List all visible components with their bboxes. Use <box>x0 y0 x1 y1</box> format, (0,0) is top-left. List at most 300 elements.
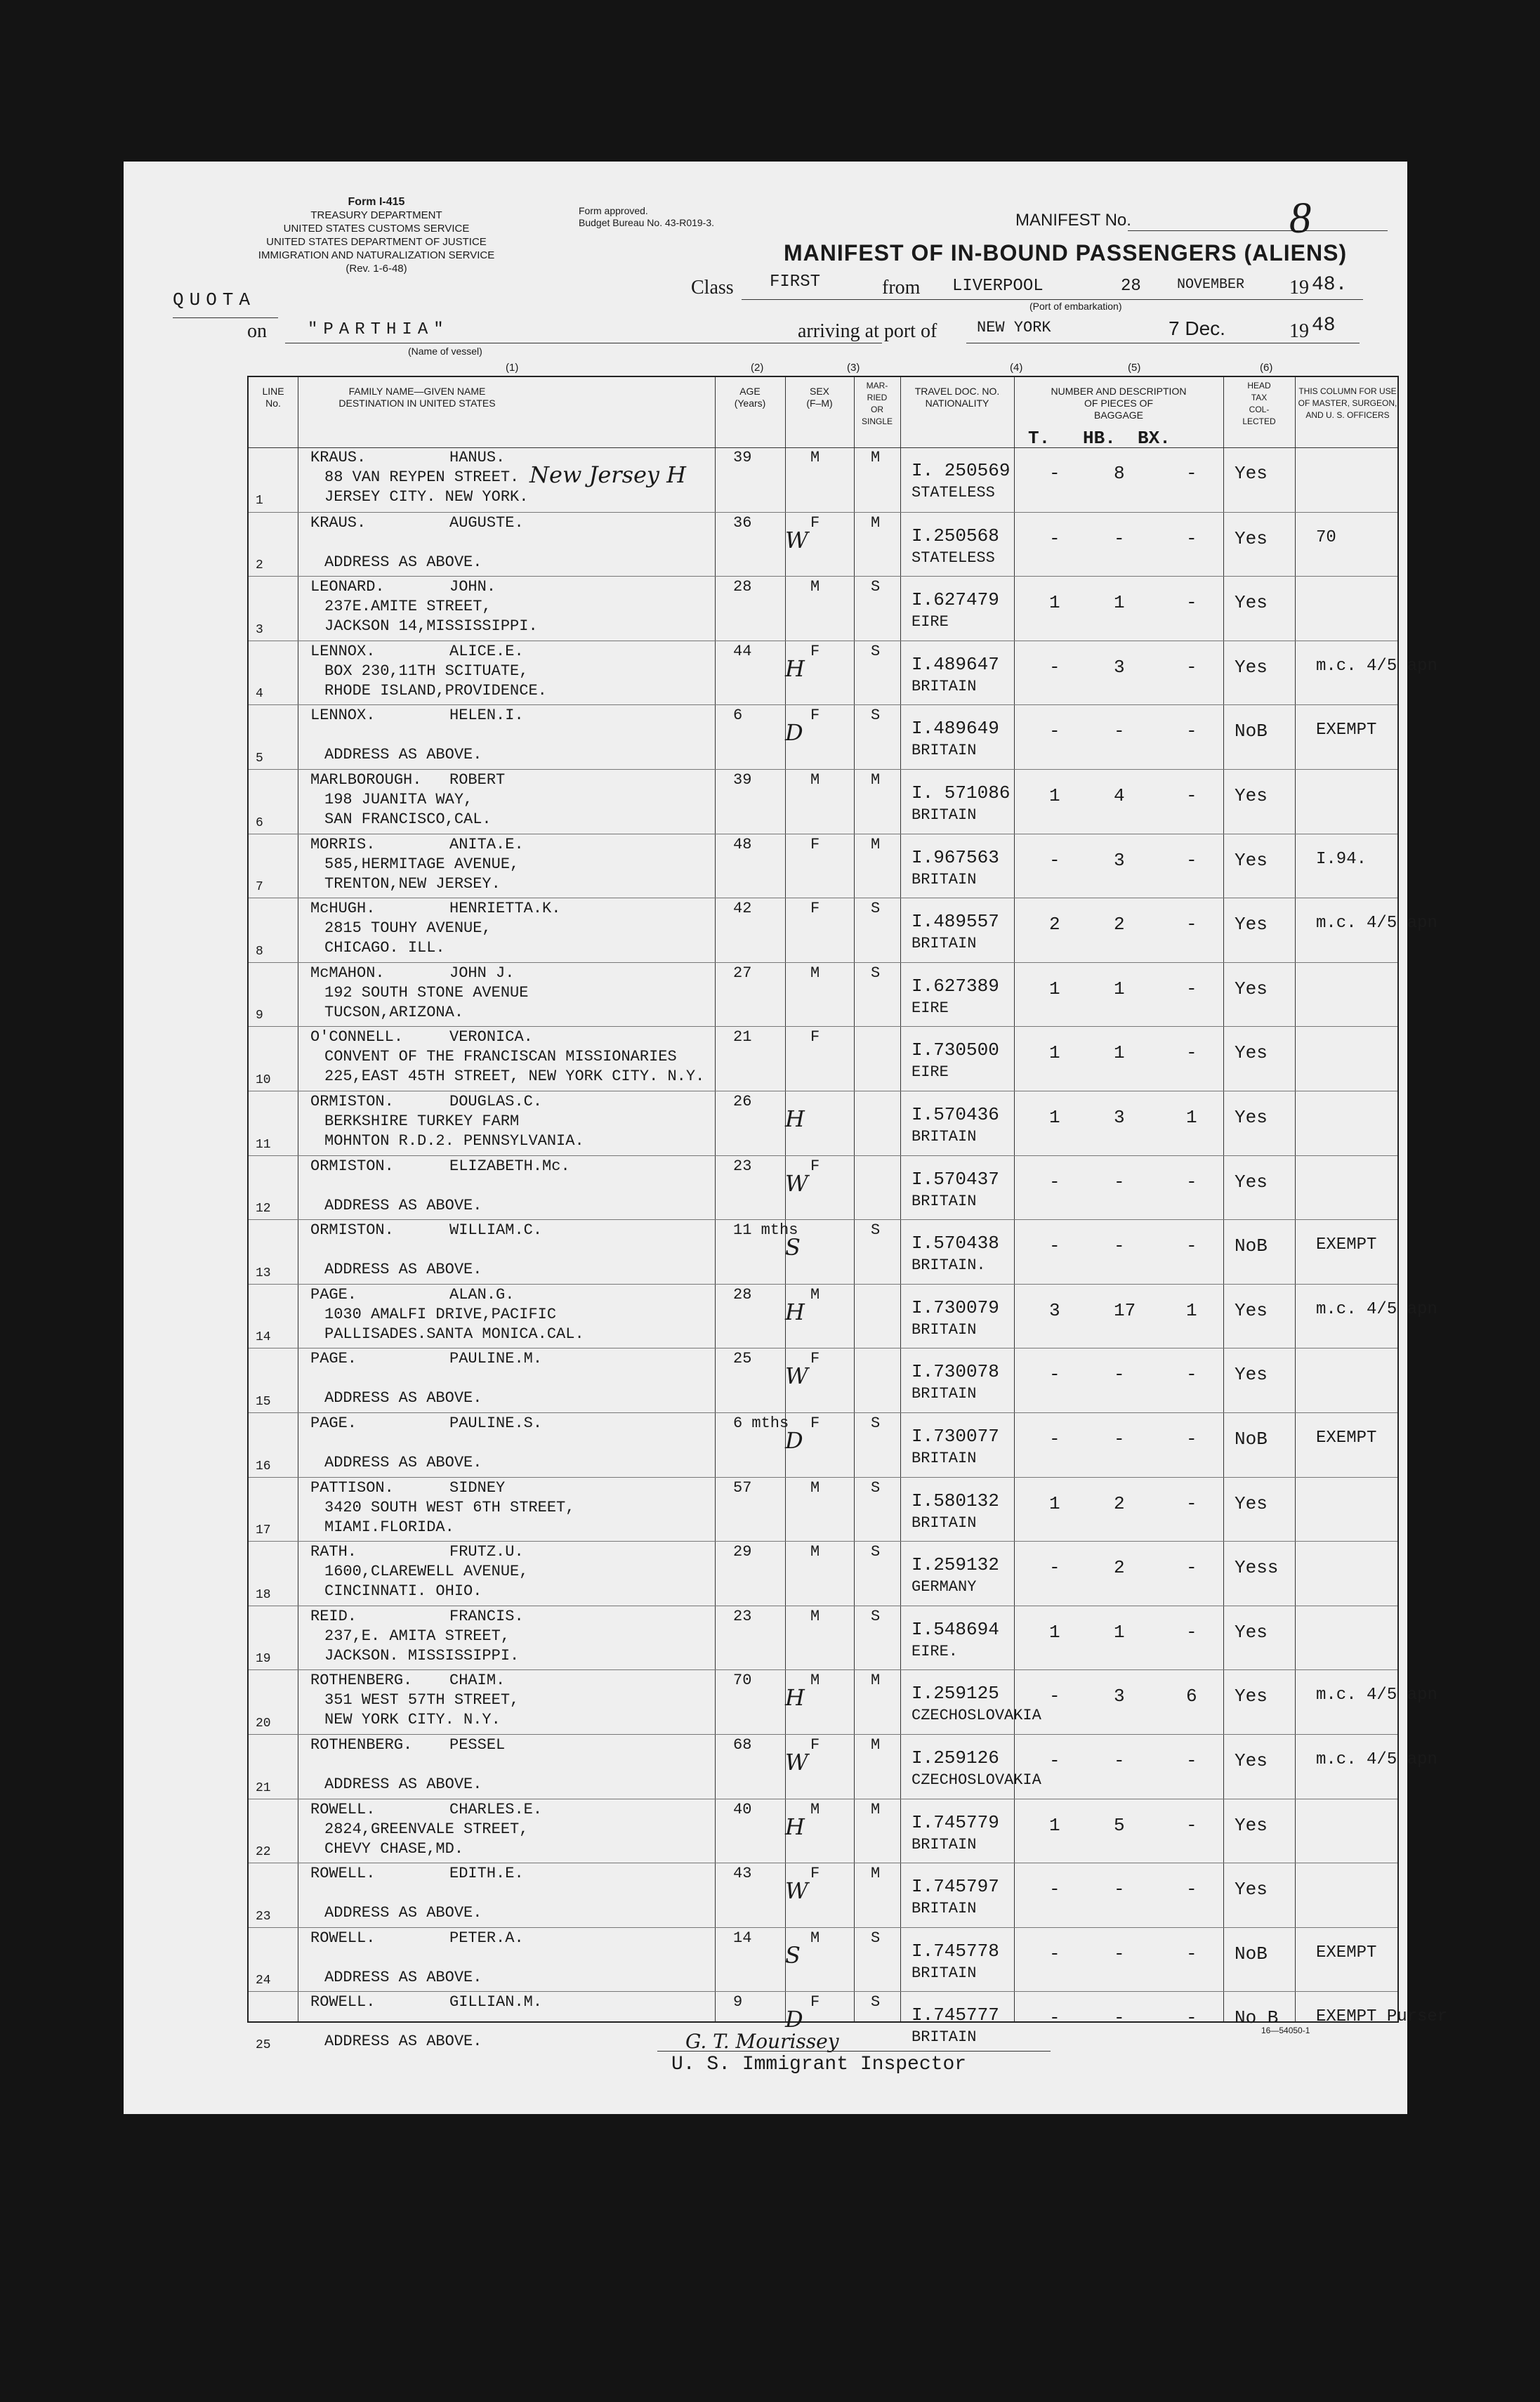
line-number: 13 <box>256 1266 271 1280</box>
baggage-trunks: 1 <box>1049 978 1060 999</box>
baggage-boxes: - <box>1186 1879 1197 1901</box>
nationality: BRITAIN <box>912 742 977 760</box>
baggage-handbags: 1 <box>1114 1042 1125 1064</box>
travel-doc-number: I.730500 <box>912 1039 999 1061</box>
officer-note: EXEMPT <box>1316 1943 1377 1962</box>
sex: F <box>810 513 820 532</box>
address-line-1: 198 JUANITA WAY, <box>324 791 473 808</box>
baggage-boxes: 6 <box>1186 1686 1197 1707</box>
handwritten-relation-mark: W <box>785 1363 808 1390</box>
marital-status: S <box>871 964 881 982</box>
colnum-6: (6) <box>1260 362 1273 374</box>
nationality: BRITAIN <box>912 1450 977 1467</box>
travel-doc-number: I.489649 <box>912 718 999 740</box>
passenger-name: ROWELL. PETER.A. <box>310 1929 524 1947</box>
baggage-handbags: 3 <box>1114 849 1125 871</box>
officer-note: EXEMPT <box>1316 1429 1377 1448</box>
inspector-signature: G. T. Mourissey <box>685 2030 839 2053</box>
age: 68 <box>733 1736 752 1754</box>
travel-doc-number: I.745797 <box>912 1876 999 1898</box>
baggage-trunks: - <box>1049 1686 1060 1707</box>
table-row <box>249 1219 1397 1285</box>
from-port: LIVERPOOL <box>952 277 1044 296</box>
passenger-name: O'CONNELL. VERONICA. <box>310 1028 533 1046</box>
table-row <box>249 641 1437 706</box>
address-line-2: NEW YORK CITY. N.Y. <box>324 1711 501 1729</box>
quota-label: QUOTA <box>173 289 256 310</box>
line-number: 20 <box>256 1716 271 1731</box>
print-code: 16—54050-1 <box>1261 2026 1310 2035</box>
baggage-handbags: - <box>1114 1943 1125 1964</box>
head-tax: Yes <box>1235 1171 1268 1193</box>
ins-service: IMMIGRATION AND NATURALIZATION SERVICE <box>258 249 495 261</box>
table-row <box>249 1348 1397 1413</box>
head-tax: NoB <box>1235 1943 1268 1964</box>
baggage-trunks: 1 <box>1049 785 1060 806</box>
class-value: FIRST <box>770 273 821 291</box>
line-number: 10 <box>256 1072 271 1087</box>
nationality: BRITAIN. <box>912 1256 986 1275</box>
sex: M <box>810 1285 820 1304</box>
address-line-1: BOX 230,11TH SCITUATE, <box>324 662 529 680</box>
age: 27 <box>733 964 752 982</box>
head-tax: NoB <box>1235 1429 1268 1450</box>
baggage-handbags: - <box>1114 527 1125 549</box>
handwritten-relation-mark: W <box>785 1169 808 1197</box>
baggage-handbags: 2 <box>1114 1492 1125 1514</box>
manifest-number-label: MANIFEST No. <box>1015 211 1131 230</box>
head-tax: Yes <box>1235 592 1268 614</box>
travel-doc-number: I. 571086 <box>912 782 1011 803</box>
address-line-1: 2824,GREENVALE STREET, <box>324 1820 529 1838</box>
head-tax: Yes <box>1235 914 1268 936</box>
baggage-handbags: - <box>1114 2007 1125 2029</box>
travel-doc-number: I.548694 <box>912 1618 999 1640</box>
baggage-trunks: - <box>1049 1943 1060 1964</box>
baggage-trunks: 1 <box>1049 592 1060 614</box>
baggage-handbags: 3 <box>1114 1107 1125 1128</box>
line-number: 22 <box>256 1845 271 1860</box>
table-row <box>249 1091 1397 1156</box>
address-line-1: 192 SOUTH STONE AVENUE <box>324 983 529 1002</box>
line-number: 18 <box>256 1587 271 1602</box>
th-age: AGE (Years) <box>734 386 766 409</box>
table-row <box>249 1863 1397 1928</box>
baggage-boxes: - <box>1186 1621 1197 1643</box>
baggage-boxes: - <box>1186 592 1197 614</box>
travel-doc-number: I.489557 <box>912 911 999 933</box>
head-tax: Yes <box>1235 978 1268 999</box>
sex: M <box>810 1800 820 1818</box>
inspector-label: U. S. Immigrant Inspector <box>671 2054 967 2075</box>
sex: M <box>810 771 820 789</box>
marital-status: M <box>871 449 881 466</box>
age: 9 <box>733 1993 743 2011</box>
marital-status: M <box>871 513 881 532</box>
table-row <box>249 1026 1397 1091</box>
customs-service: UNITED STATES CUSTOMS SERVICE <box>283 223 470 235</box>
baggage-handbags: 4 <box>1114 785 1125 806</box>
marital-status: M <box>871 771 881 789</box>
head-tax: Yes <box>1235 1364 1268 1386</box>
baggage-handbags: - <box>1114 1171 1125 1193</box>
age: 39 <box>733 771 752 789</box>
form-approved: Form approved. <box>579 205 648 216</box>
officer-note: 70 <box>1316 527 1336 547</box>
head-tax: Yes <box>1235 1750 1268 1771</box>
head-tax: NoB <box>1235 721 1268 742</box>
age: 6 <box>733 707 743 725</box>
passenger-name: ORMISTON. WILLIAM.C. <box>310 1221 543 1240</box>
nationality: BRITAIN <box>912 1835 977 1853</box>
head-tax: Yes <box>1235 849 1268 871</box>
marital-status: M <box>871 835 881 853</box>
sex: F <box>810 1415 820 1432</box>
form-number: Form I-415 <box>348 196 405 208</box>
address-line-2: JERSEY CITY. NEW YORK. <box>324 488 529 506</box>
marital-status: S <box>871 1221 881 1240</box>
address-line-2: ADDRESS AS ABOVE. <box>324 1776 482 1793</box>
line-number: 24 <box>256 1974 271 1988</box>
age: 21 <box>733 1028 752 1046</box>
sex: M <box>810 964 820 982</box>
baggage-trunks: 1 <box>1049 1107 1060 1128</box>
address-line-1: 237,E. AMITA STREET, <box>324 1627 511 1645</box>
from-year: 48. <box>1312 274 1348 296</box>
baggage-boxes: - <box>1186 1364 1197 1386</box>
handwritten-relation-mark: H <box>785 1105 805 1132</box>
line-number: 8 <box>256 944 263 959</box>
nationality: BRITAIN <box>912 870 977 888</box>
marital-status: S <box>871 1607 881 1625</box>
nationality: EIRE <box>912 1063 949 1082</box>
baggage-boxes: - <box>1186 1943 1197 1964</box>
sex: M <box>810 578 820 596</box>
th-tax: HEAD TAX COL- LECTED <box>1242 381 1276 426</box>
baggage-handbags: 1 <box>1114 1621 1125 1643</box>
passenger-name: ORMISTON. ELIZABETH.Mc. <box>310 1157 570 1175</box>
from-month: NOVEMBER <box>1177 277 1245 293</box>
sex: F <box>810 642 820 660</box>
travel-doc-number: I.259132 <box>912 1554 999 1576</box>
th-married: MAR- RIED OR SINGLE <box>861 381 893 426</box>
baggage-trunks: - <box>1049 1557 1060 1579</box>
approval-note <box>579 205 714 229</box>
line-number: 5 <box>256 751 263 766</box>
age: 42 <box>733 900 752 918</box>
handwritten-relation-mark: H <box>785 1298 805 1325</box>
age: 29 <box>733 1543 752 1561</box>
travel-doc-number: I.570438 <box>912 1233 999 1254</box>
sex: M <box>810 1607 820 1625</box>
passenger-name: PAGE. PAULINE.S. <box>310 1415 543 1432</box>
passenger-name: RATH. FRUTZ.U. <box>310 1543 524 1561</box>
handwritten-relation-mark: D <box>785 2006 803 2033</box>
nationality: EIRE <box>912 613 949 631</box>
officer-note: m.c. 4/5 apn <box>1316 656 1437 676</box>
address-line-1: 88 VAN REYPEN STREET. <box>324 468 520 486</box>
baggage-trunks: - <box>1049 721 1060 742</box>
officer-note: m.c. 4/5 apn <box>1316 1299 1437 1319</box>
line-number: 7 <box>256 880 263 895</box>
address-line-2: ADDRESS AS ABOVE. <box>324 746 482 764</box>
address-line-1: 237E.AMITE STREET, <box>324 598 492 616</box>
baggage-boxes: - <box>1186 914 1197 936</box>
address-line-1: BERKSHIRE TURKEY FARM <box>324 1113 520 1130</box>
travel-doc-number: I.730079 <box>912 1297 999 1318</box>
arriving-date: 7 Dec. <box>1169 317 1225 339</box>
treasury-dept: TREASURY DEPARTMENT <box>310 209 442 221</box>
colnum-5: (5) <box>1128 362 1141 374</box>
passenger-name: ROTHENBERG. PESSEL <box>310 1736 506 1754</box>
th-baggage: NUMBER AND DESCRIPTION OF PIECES OF BAGGAGE <box>1051 386 1187 421</box>
handwritten-relation-mark: H <box>785 1813 805 1840</box>
nationality: CZECHOSLOVAKIA <box>912 1707 1041 1725</box>
marital-status: S <box>871 1543 881 1561</box>
baggage-trunks: - <box>1049 1879 1060 1901</box>
travel-doc-number: I.967563 <box>912 846 999 868</box>
travel-doc-number: I.627479 <box>912 589 999 611</box>
baggage-handbags: - <box>1114 1235 1125 1257</box>
officer-note: EXEMPT Purser <box>1316 2007 1448 2027</box>
line-number: 2 <box>256 558 263 573</box>
travel-doc-number: I.570436 <box>912 1104 999 1125</box>
address-line-2: CHICAGO. ILL. <box>324 939 445 957</box>
handwritten-relation-mark: H <box>785 655 805 682</box>
line-number: 15 <box>256 1394 271 1409</box>
address-line-2: ADDRESS AS ABOVE. <box>324 553 482 571</box>
travel-doc-number: I.745778 <box>912 1940 999 1962</box>
head-tax: Yes <box>1235 1107 1268 1128</box>
sex: M <box>810 1672 820 1690</box>
address-line-2: SAN FRANCISCO,CAL. <box>324 810 492 828</box>
age: 44 <box>733 642 752 660</box>
arriving-year-prefix: 19 <box>1289 320 1309 342</box>
handwritten-relation-mark: D <box>785 719 803 747</box>
marital-status: M <box>871 1672 881 1690</box>
head-tax: Yes <box>1235 527 1268 549</box>
nationality: CZECHOSLOVAKIA <box>912 1771 1041 1789</box>
baggage-handbags: - <box>1114 1429 1125 1450</box>
baggage-boxes: - <box>1186 1429 1197 1450</box>
th-name: FAMILY NAME—GIVEN NAME DESTINATION IN UNITED STATES <box>338 386 496 409</box>
on-label: on <box>247 320 267 342</box>
baggage-handbags: 2 <box>1114 1557 1125 1579</box>
baggage-trunks: 3 <box>1049 1299 1060 1321</box>
passenger-name: MARLBOROUGH. ROBERT <box>310 771 506 789</box>
nationality: BRITAIN <box>912 1514 977 1532</box>
marital-status: S <box>871 1929 881 1947</box>
passenger-name: MORRIS. ANITA.E. <box>310 835 524 853</box>
baggage-trunks: - <box>1049 1235 1060 1257</box>
marital-status: S <box>871 707 881 725</box>
sex: F <box>810 1736 820 1754</box>
age: 43 <box>733 1865 752 1883</box>
baggage-boxes: - <box>1186 527 1197 549</box>
baggage-boxes: - <box>1186 721 1197 742</box>
address-line-1: 1030 AMALFI DRIVE,PACIFIC <box>324 1305 557 1323</box>
head-tax: Yes <box>1235 1299 1268 1321</box>
baggage-handbags: 3 <box>1114 1686 1125 1707</box>
officer-note: m.c. 4/5 apn <box>1316 1750 1437 1769</box>
head-tax: Yess <box>1235 1557 1279 1579</box>
line-number: 21 <box>256 1780 271 1795</box>
table-row <box>249 1669 1437 1735</box>
marital-status: S <box>871 642 881 660</box>
marital-status: S <box>871 578 881 596</box>
passenger-name: LENNOX. HELEN.I. <box>310 707 524 725</box>
arriving-label: arriving at port of <box>798 320 937 342</box>
line-number: 19 <box>256 1652 271 1667</box>
arriving-port: NEW YORK <box>977 319 1051 336</box>
table-row <box>249 898 1437 963</box>
travel-doc-number: I.627389 <box>912 975 999 997</box>
age: 6 mths <box>733 1415 789 1432</box>
address-line-1: CONVENT OF THE FRANCISCAN MISSIONARIES <box>324 1048 677 1066</box>
sex: F <box>810 1350 820 1368</box>
table-row <box>249 1734 1437 1799</box>
address-line-2: MOHNTON R.D.2. PENNSYLVANIA. <box>324 1132 584 1150</box>
head-tax: Yes <box>1235 1814 1268 1836</box>
baggage-handbags: 3 <box>1114 656 1125 678</box>
passenger-name: ORMISTON. DOUGLAS.C. <box>310 1093 543 1110</box>
address-line-2: ADDRESS AS ABOVE. <box>324 2033 482 2051</box>
arriving-year: 48 <box>1312 315 1336 336</box>
line-number: 1 <box>256 493 263 508</box>
sex: F <box>810 707 820 725</box>
travel-doc-number: I.745779 <box>912 1811 999 1833</box>
vessel-name: "PARTHIA" <box>308 320 449 339</box>
nationality: BRITAIN <box>912 1192 977 1210</box>
marital-status: S <box>871 1478 881 1497</box>
passenger-name: ROWELL. CHARLES.E. <box>310 1800 543 1818</box>
table-row <box>249 834 1397 899</box>
travel-doc-number: I.259126 <box>912 1747 999 1768</box>
baggage-handbags: 5 <box>1114 1814 1125 1836</box>
travel-doc-number: I.570437 <box>912 1168 999 1190</box>
nationality: BRITAIN <box>912 1964 977 1982</box>
line-number: 6 <box>256 815 263 830</box>
baggage-boxes: - <box>1186 463 1197 484</box>
handwritten-relation-mark: D <box>785 1427 803 1454</box>
baggage-boxes: 1 <box>1186 1299 1197 1321</box>
age: 28 <box>733 1285 752 1304</box>
nationality: BRITAIN <box>912 2028 977 2047</box>
baggage-trunks: 2 <box>1049 914 1060 936</box>
officer-note: EXEMPT <box>1316 1235 1377 1255</box>
age: 14 <box>733 1929 752 1947</box>
passenger-name: McMAHON. JOHN J. <box>310 964 515 982</box>
sex: M <box>810 1543 820 1561</box>
age: 28 <box>733 578 752 596</box>
th-travel: TRAVEL DOC. NO. NATIONALITY <box>914 386 1000 409</box>
manifest-title: MANIFEST OF IN-BOUND PASSENGERS (ALIENS) <box>784 240 1348 265</box>
age: 26 <box>733 1093 752 1110</box>
baggage-boxes: - <box>1186 1557 1197 1579</box>
head-tax: Yes <box>1235 1042 1268 1064</box>
nationality: GERMANY <box>912 1578 977 1596</box>
table-row <box>249 512 1397 577</box>
table-row <box>249 1799 1397 1864</box>
marital-status: S <box>871 1993 881 2011</box>
address-line-2: TUCSON,ARIZONA. <box>324 1003 464 1021</box>
baggage-handbags: - <box>1114 1879 1125 1901</box>
officer-note: m.c. 4/5 apn <box>1316 1686 1437 1705</box>
from-day: 28 <box>1121 277 1141 296</box>
from-year-prefix: 19 <box>1289 277 1309 298</box>
baggage-boxes: - <box>1186 1492 1197 1514</box>
line-number: 12 <box>256 1202 271 1216</box>
baggage-boxes: - <box>1186 1042 1197 1064</box>
handwritten-relation-mark: New Jersey H <box>529 461 687 488</box>
age: 23 <box>733 1607 752 1625</box>
address-line-2: RHODE ISLAND,PROVIDENCE. <box>324 681 547 700</box>
th-officers: THIS COLUMN FOR USE OF MASTER, SURGEON, AND U. S. OFFICERS <box>1298 386 1397 420</box>
manifest-number: 8 <box>1289 195 1311 242</box>
address-line-2: CINCINNATI. OHIO. <box>324 1582 482 1601</box>
address-line-2: MIAMI.FLORIDA. <box>324 1518 454 1536</box>
baggage-handbags: 17 <box>1114 1299 1136 1321</box>
form-revision: (Rev. 1-6-48) <box>345 263 407 275</box>
age: 11 mths <box>733 1221 798 1240</box>
baggage-trunks: 1 <box>1049 1621 1060 1643</box>
manifest-page <box>124 162 1448 2114</box>
address-line-2: 225,EAST 45TH STREET, NEW YORK CITY. N.Y. <box>324 1068 705 1086</box>
table-row <box>249 1412 1397 1478</box>
baggage-boxes: - <box>1186 849 1197 871</box>
travel-doc-number: I.259125 <box>912 1683 999 1705</box>
age: 70 <box>733 1672 752 1690</box>
line-number: 14 <box>256 1330 271 1345</box>
baggage-trunks: 1 <box>1049 1042 1060 1064</box>
head-tax: Yes <box>1235 1879 1268 1901</box>
age: 23 <box>733 1157 752 1175</box>
line-number: 16 <box>256 1459 271 1474</box>
age: 25 <box>733 1350 752 1368</box>
baggage-trunks: - <box>1049 1750 1060 1771</box>
table-row <box>249 1284 1437 1349</box>
officer-note: EXEMPT <box>1316 721 1377 740</box>
table-row <box>249 1606 1397 1671</box>
handwritten-relation-mark: S <box>785 1941 801 1969</box>
colnum-2: (2) <box>751 362 764 374</box>
address-line-1: 585,HERMITAGE AVENUE, <box>324 855 520 873</box>
line-number: 23 <box>256 1909 271 1924</box>
address-line-1: 2815 TOUHY AVENUE, <box>324 919 492 938</box>
travel-doc-number: I.730077 <box>912 1426 999 1447</box>
nationality: BRITAIN <box>912 677 977 695</box>
head-tax: Yes <box>1235 656 1268 678</box>
line-number: 4 <box>256 687 263 702</box>
head-tax: Yes <box>1235 463 1268 484</box>
baggage-handbags: - <box>1114 1750 1125 1771</box>
nationality: STATELESS <box>912 549 995 567</box>
sex: F <box>810 835 820 853</box>
baggage-trunks: - <box>1049 463 1060 484</box>
table-row <box>249 447 1397 512</box>
sex: F <box>810 1028 820 1046</box>
sex: M <box>810 449 820 466</box>
nationality: BRITAIN <box>912 1320 977 1339</box>
table-row <box>249 1155 1397 1221</box>
baggage-boxes: - <box>1186 1814 1197 1836</box>
handwritten-relation-mark: W <box>785 1749 808 1776</box>
justice-dept: UNITED STATES DEPARTMENT OF JUSTICE <box>266 236 487 248</box>
th-line: LINE No. <box>262 386 284 409</box>
table-row <box>249 704 1397 770</box>
table-row <box>249 962 1397 1028</box>
address-line-2: TRENTON,NEW JERSEY. <box>324 874 501 893</box>
